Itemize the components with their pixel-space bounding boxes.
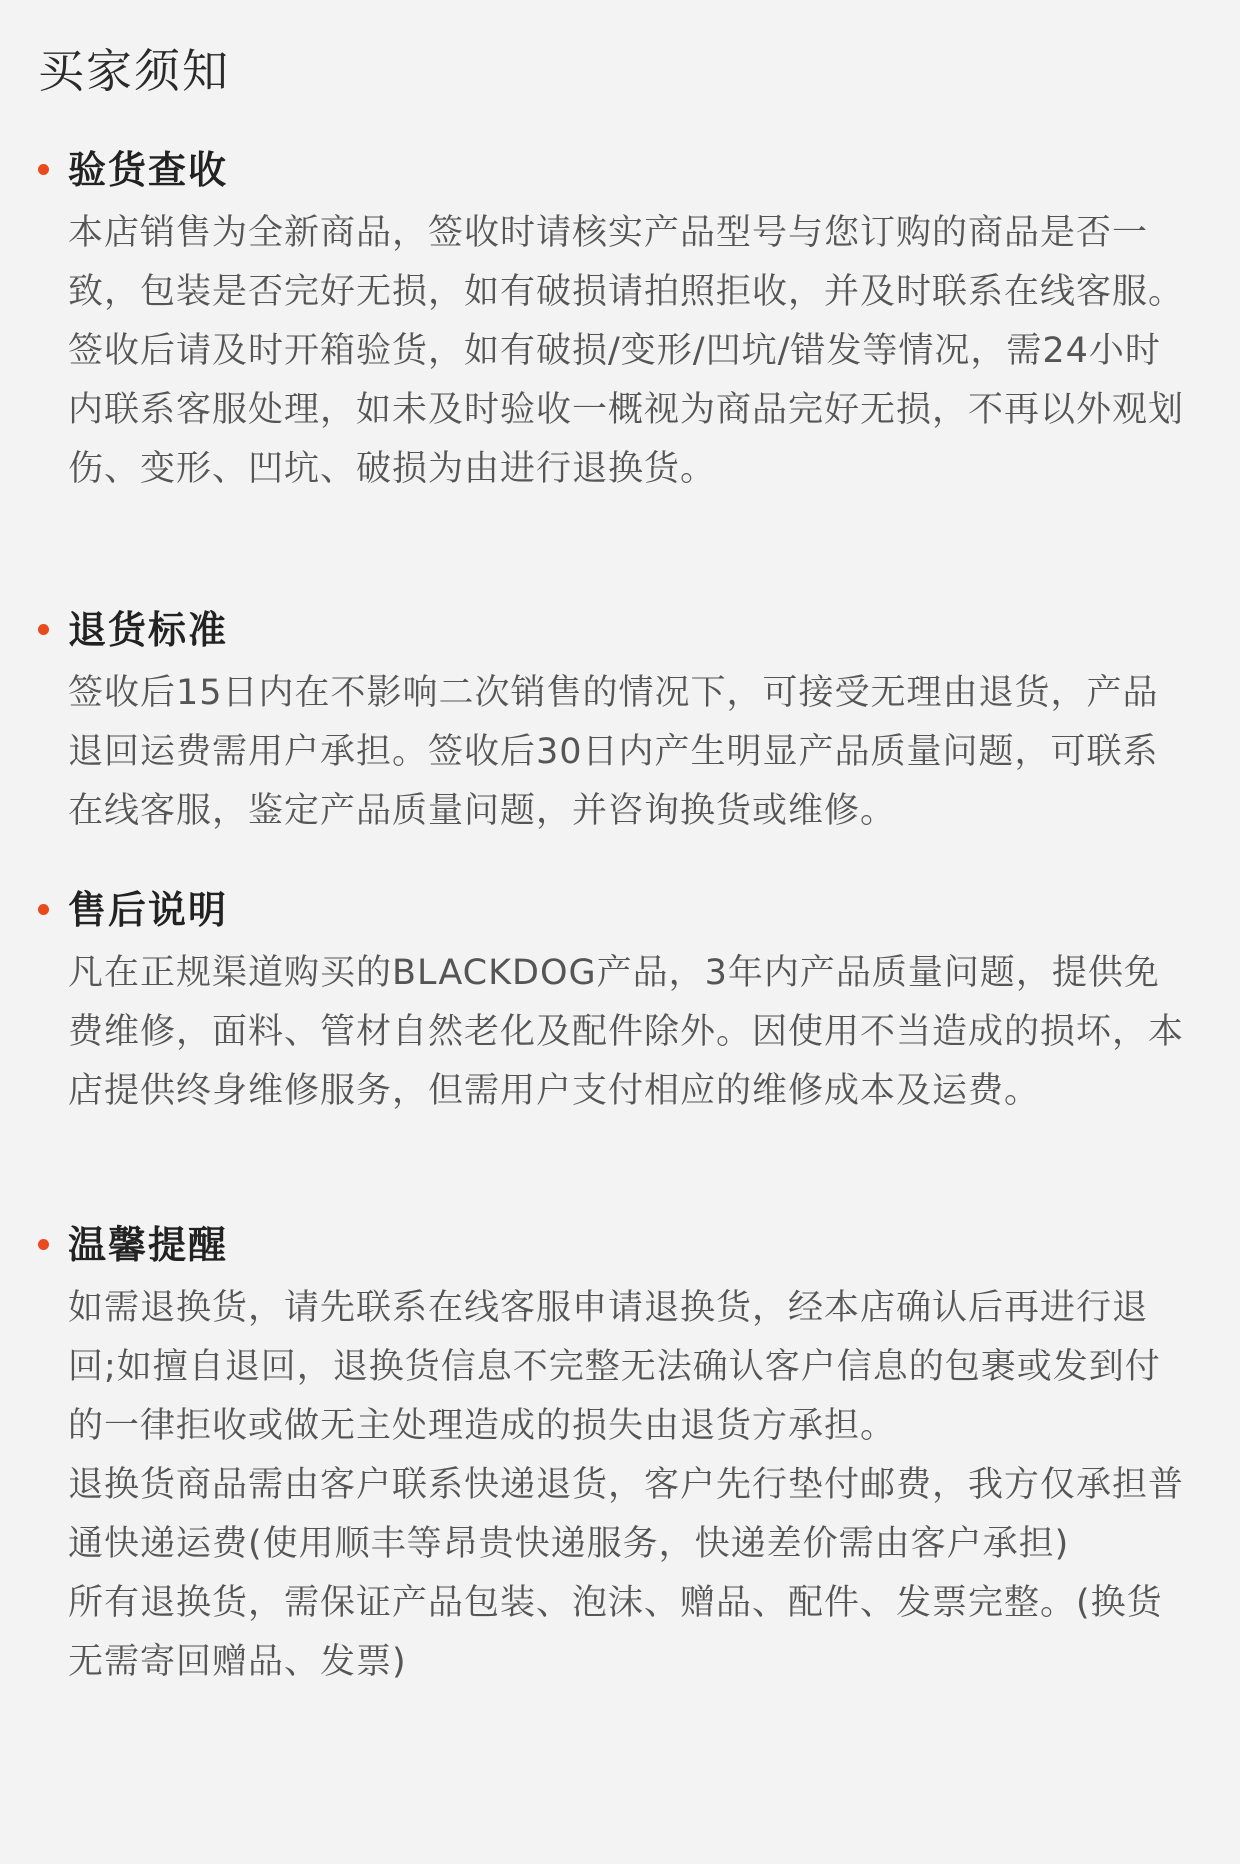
section-title: 售后说明 [68, 888, 229, 932]
paragraph: 签收后15日内在不影响二次销售的情况下，可接受无理由退货，产品退回运费需用户承担。签收后30日内产生明显产品质量问题，可联系在线客服，鉴定产品质量问题，并咨询换货或维修。 [68, 673, 1159, 831]
section-reminder [0, 1215, 1240, 1692]
paragraph: 所有退换货，需保证产品包装、泡沫、赠品、配件、发票完整。(换货无需寄回赠品、发票) [68, 1583, 1163, 1682]
bullet-dot-icon [38, 904, 49, 915]
section-header [0, 1215, 1240, 1275]
paragraph: 如需退换货，请先联系在线客服申请退换货，经本店确认后再进行退回;如擅自退回，退换货信息不完整无法确认客户信息的包裹或发到付的一律拒收或做无主处理造成的损失由退货方承担。 [68, 1288, 1161, 1446]
section-title: 温馨提醒 [68, 1223, 229, 1267]
paragraph: 签收后请及时开箱验货，如有破损/变形/凹坑/错发等情况，需24小时内联系客服处理，如未及时验收一概视为商品完好无损，不再以外观划伤、变形、凹坑、破损为由进行退换货。 [68, 331, 1185, 489]
section-header [0, 880, 1240, 940]
section-body [0, 204, 1240, 499]
section-header [0, 600, 1240, 660]
page-title: 买家须知 [38, 44, 230, 98]
section-title: 退货标准 [68, 608, 229, 652]
section-inspection [0, 140, 1240, 499]
section-body [0, 944, 1240, 1121]
paragraph: 本店销售为全新商品，签收时请核实产品型号与您订购的商品是否一致，包装是否完好无损，如有破损请拍照拒收，并及时联系在线客服。 [68, 213, 1185, 312]
section-header [0, 140, 1240, 200]
section-return-policy [0, 600, 1240, 841]
section-after-sales [0, 880, 1240, 1121]
bullet-dot-icon [38, 624, 49, 635]
bullet-dot-icon [38, 164, 49, 175]
section-title: 验货查收 [68, 148, 229, 192]
section-body [0, 664, 1240, 841]
paragraph: 退换货商品需由客户联系快递退货，客户先行垫付邮费，我方仅承担普通快递运费(使用顺丰等昂贵快递服务，快递差价需由客户承担) [68, 1465, 1185, 1564]
paragraph: 凡在正规渠道购买的BLACKDOG产品，3年内产品质量问题，提供免费维修，面料、管材自然老化及配件除外。因使用不当造成的损坏，本店提供终身维修服务，但需用户支付相应的维修成本及运费。 [68, 953, 1185, 1111]
bullet-dot-icon [38, 1239, 49, 1250]
section-body [0, 1279, 1240, 1692]
